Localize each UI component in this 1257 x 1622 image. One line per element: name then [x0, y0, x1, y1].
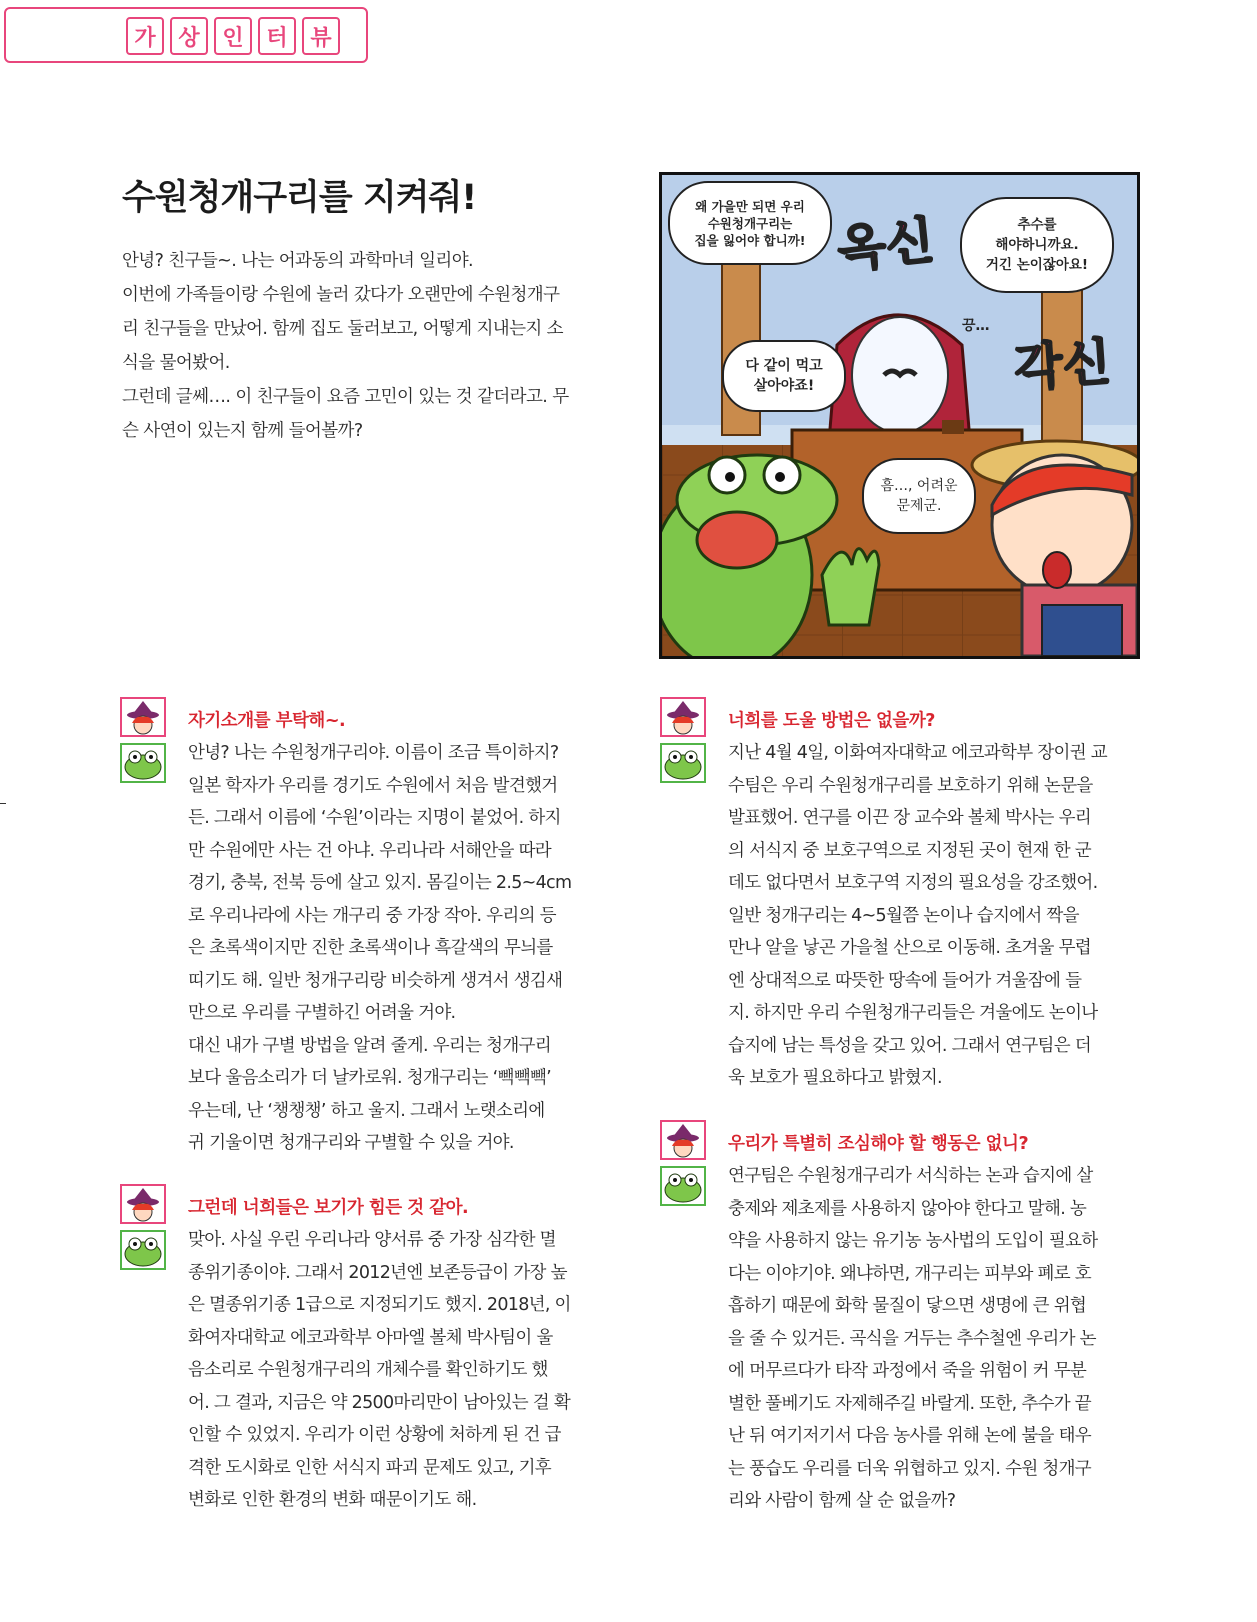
answer-line: 리와 사람이 함께 살 순 없을까?	[728, 1491, 956, 1511]
frog-avatar	[120, 743, 166, 783]
speech-bubble-line: 집을 잃어야 합니까!	[694, 232, 806, 248]
answer-line: 는 풍습도 우리를 더욱 위협하고 있지. 수원 청개구	[728, 1458, 1092, 1479]
answer-text	[188, 737, 571, 1160]
interviewer-avatar	[660, 697, 706, 737]
frog-icon	[662, 745, 704, 781]
speech-bubble	[668, 181, 832, 265]
witch-icon	[122, 699, 164, 735]
frog-avatar	[660, 743, 706, 783]
answer-line: 안녕? 나는 수원청개구리야. 이름이 조금 특이하지?	[188, 743, 559, 763]
answer-line: 우는데, 난 ‘챙챙챙’ 하고 울지. 그래서 노랫소리에	[188, 1100, 545, 1121]
article-intro	[122, 244, 612, 448]
speech-bubble-line: 살아야죠!	[753, 378, 815, 394]
frog-icon	[122, 745, 164, 781]
answer-line: 인할 수 있었지. 우리가 이런 상황에 처하게 된 건 급	[188, 1425, 561, 1445]
section-tag-char: 가	[126, 17, 164, 55]
article-title: 수원청개구리를 지켜줘!	[122, 178, 477, 218]
answer-line: 습지에 남는 특성을 갖고 있어. 그래서 연구팀은 더	[728, 1035, 1092, 1056]
answer-line: 일본 학자가 우리를 경기도 수원에서 처음 발견했거	[188, 775, 558, 796]
frog-icon	[122, 1232, 164, 1268]
answer-text	[728, 737, 1107, 1095]
answer-line: 지. 하지만 우리 수원청개구리들은 겨울에도 논이나	[728, 1003, 1098, 1023]
speech-bubble-line: 흠…, 어려운	[880, 478, 958, 494]
speech-bubble-line: 추수를	[1017, 217, 1057, 233]
answer-line: 로 우리나라에 사는 개구리 중 가장 작아. 우리의 등	[188, 905, 556, 926]
answer-line: 만나 알을 낳곤 가을철 산으로 이동해. 초겨울 무렵	[728, 938, 1092, 958]
answer-line: 욱 보호가 필요하다고 밝혔지.	[728, 1068, 942, 1088]
answer-line: 충제와 제초제를 사용하지 않아야 한다고 말해. 농	[728, 1198, 1087, 1219]
question-text: 우리가 특별히 조심해야 할 행동은 없니?	[728, 1134, 1029, 1154]
frog-avatar	[120, 1230, 166, 1270]
answer-line: 종위기종이야. 그래서 2012년엔 보존등급이 가장 높	[188, 1262, 567, 1283]
answer-line: 변화로 인한 환경의 변화 때문이기도 해.	[188, 1490, 477, 1510]
answer-line: 대신 내가 구별 방법을 알려 줄게. 우리는 청개구리	[188, 1035, 552, 1056]
speech-bubble	[960, 197, 1114, 293]
answer-line: 엔 상대적으로 따뜻한 땅속에 들어가 겨울잠에 들	[728, 970, 1082, 991]
intro-line: 그런데 글쎄…. 이 친구들이 요즘 고민이 있는 것 같더라고. 무	[122, 387, 569, 407]
answer-line: 화여자대학교 에코과학부 아마엘 볼체 박사팀이 울	[188, 1327, 553, 1348]
answer-line: 연구팀은 수원청개구리가 서식하는 논과 습지에 살	[728, 1166, 1093, 1186]
answer-line: 별한 풀베기도 자제해주길 바랄게. 또한, 추수가 끝	[728, 1393, 1092, 1414]
speech-bubble	[862, 458, 976, 534]
answer-line: 맞아. 사실 우린 우리나라 양서류 중 가장 심각한 멸	[188, 1230, 556, 1250]
answer-line: 은 초록색이지만 진한 초록색이나 흑갈색의 무늬를	[188, 938, 553, 958]
question-text: 너희를 도울 방법은 없을까?	[728, 711, 935, 731]
answer-line: 띠기도 해. 일반 청개구리랑 비슷하게 생겨서 생김새	[188, 970, 563, 991]
section-tag-char: 뷰	[302, 17, 340, 55]
comic-illustration	[659, 172, 1140, 659]
answer-line: 난 뒤 여기저기서 다음 농사를 위해 논에 불을 태우	[728, 1426, 1092, 1446]
witch-icon	[662, 1122, 704, 1158]
frog-avatar	[660, 1166, 706, 1206]
answer-line: 에 머무르다가 타작 과정에서 죽을 위험이 커 무분	[728, 1361, 1087, 1381]
answer-line: 음소리로 수원청개구리의 개체수를 확인하기도 했	[188, 1360, 548, 1380]
answer-line: 약을 사용하지 않는 유기농 농사법의 도입이 필요하	[728, 1231, 1098, 1251]
section-tag-char: 인	[214, 17, 252, 55]
speech-bubble	[722, 340, 846, 412]
witch-icon	[122, 1186, 164, 1222]
answer-text	[188, 1224, 571, 1517]
interviewer-avatar	[120, 697, 166, 737]
speech-bubble-line: 수원청개구리는	[707, 215, 793, 231]
answer-line: 경기, 충북, 전북 등에 살고 있지. 몸길이는 2.5~4cm	[188, 873, 572, 893]
answer-line: 일반 청개구리는 4~5월쯤 논이나 습지에서 짝을	[728, 905, 1079, 926]
answer-line: 의 서식지 중 보호구역으로 지정된 곳이 현재 한 군	[728, 840, 1092, 861]
speech-bubble-line: 다 같이 먹고	[745, 358, 823, 374]
answer-line: 보다 울음소리가 더 날카로워. 청개구리는 ‘빽빽빽’	[188, 1068, 552, 1088]
section-tag-box	[4, 7, 368, 63]
intro-line: 슨 사연이 있는지 함께 들어볼까?	[122, 421, 363, 441]
question-text: 그런데 너희들은 보기가 힘든 것 같아.	[188, 1198, 469, 1218]
speech-bubble-line: 문제군.	[896, 498, 942, 514]
answer-line: 만으로 우리를 구별하긴 어려울 거야.	[188, 1003, 456, 1023]
section-tag-char: 터	[258, 17, 296, 55]
answer-line: 을 줄 수 있거든. 곡식을 거두는 추수철엔 우리가 논	[728, 1328, 1096, 1349]
interviewer-avatar	[120, 1184, 166, 1224]
answer-line: 든. 그래서 이름에 ‘수원’이라는 지명이 붙었어. 하지	[188, 808, 561, 828]
answer-line: 데도 없다면서 보호구역 지정의 필요성을 강조했어.	[728, 873, 1098, 893]
speech-bubble-line: 해야하니까요.	[995, 237, 1079, 253]
answer-line: 지난 4월 4일, 이화여자대학교 에코과학부 장이권 교	[728, 743, 1108, 763]
speech-bubble-line: 거긴 논이잖아요!	[985, 257, 1089, 273]
speech-bubble-line: 왜 가을만 되면 우리	[695, 198, 805, 214]
witch-icon	[662, 699, 704, 735]
answer-line: 어. 그 결과, 지금은 약 2500마리만이 남아있는 걸 확	[188, 1392, 571, 1413]
section-tag	[126, 17, 340, 55]
answer-line: 수팀은 우리 수원청개구리를 보호하기 위해 논문을	[728, 775, 1093, 796]
answer-line: 은 멸종위기종 1급으로 지정되기도 했지. 2018년, 이	[188, 1295, 571, 1315]
answer-line: 흡하기 때문에 화학 물질이 닿으면 생명에 큰 위협	[728, 1296, 1087, 1316]
intro-line: 식을 물어봤어.	[122, 353, 230, 373]
interviewer-avatar	[660, 1120, 706, 1160]
frog-icon	[662, 1168, 704, 1204]
sound-effect-kkung: 끙…	[962, 318, 990, 334]
answer-line: 귀 기울이면 청개구리와 구별할 수 있을 거야.	[188, 1133, 514, 1153]
sound-effect-oksin: 옥신	[834, 211, 937, 279]
intro-line: 리 친구들을 만났어. 함께 집도 둘러보고, 어떻게 지내는지 소	[122, 319, 563, 339]
answer-text	[728, 1160, 1097, 1518]
margin-mark	[0, 803, 6, 804]
sound-effect-gaksin: 각신	[1012, 332, 1113, 398]
intro-line: 안녕? 친구들~. 나는 어과동의 과학마녀 일리야.	[122, 251, 473, 271]
intro-line: 이번에 가족들이랑 수원에 놀러 갔다가 오랜만에 수원청개구	[122, 285, 560, 305]
answer-line: 만 수원에만 사는 건 아냐. 우리나라 서해안을 따라	[188, 840, 552, 861]
answer-line: 다는 이야기야. 왜냐하면, 개구리는 피부와 폐로 호	[728, 1263, 1092, 1284]
answer-line: 격한 도시화로 인한 서식지 파괴 문제도 있고, 기후	[188, 1457, 552, 1478]
section-tag-char: 상	[170, 17, 208, 55]
question-text: 자기소개를 부탁해~.	[188, 711, 346, 731]
answer-line: 발표했어. 연구를 이끈 장 교수와 볼체 박사는 우리	[728, 808, 1092, 828]
